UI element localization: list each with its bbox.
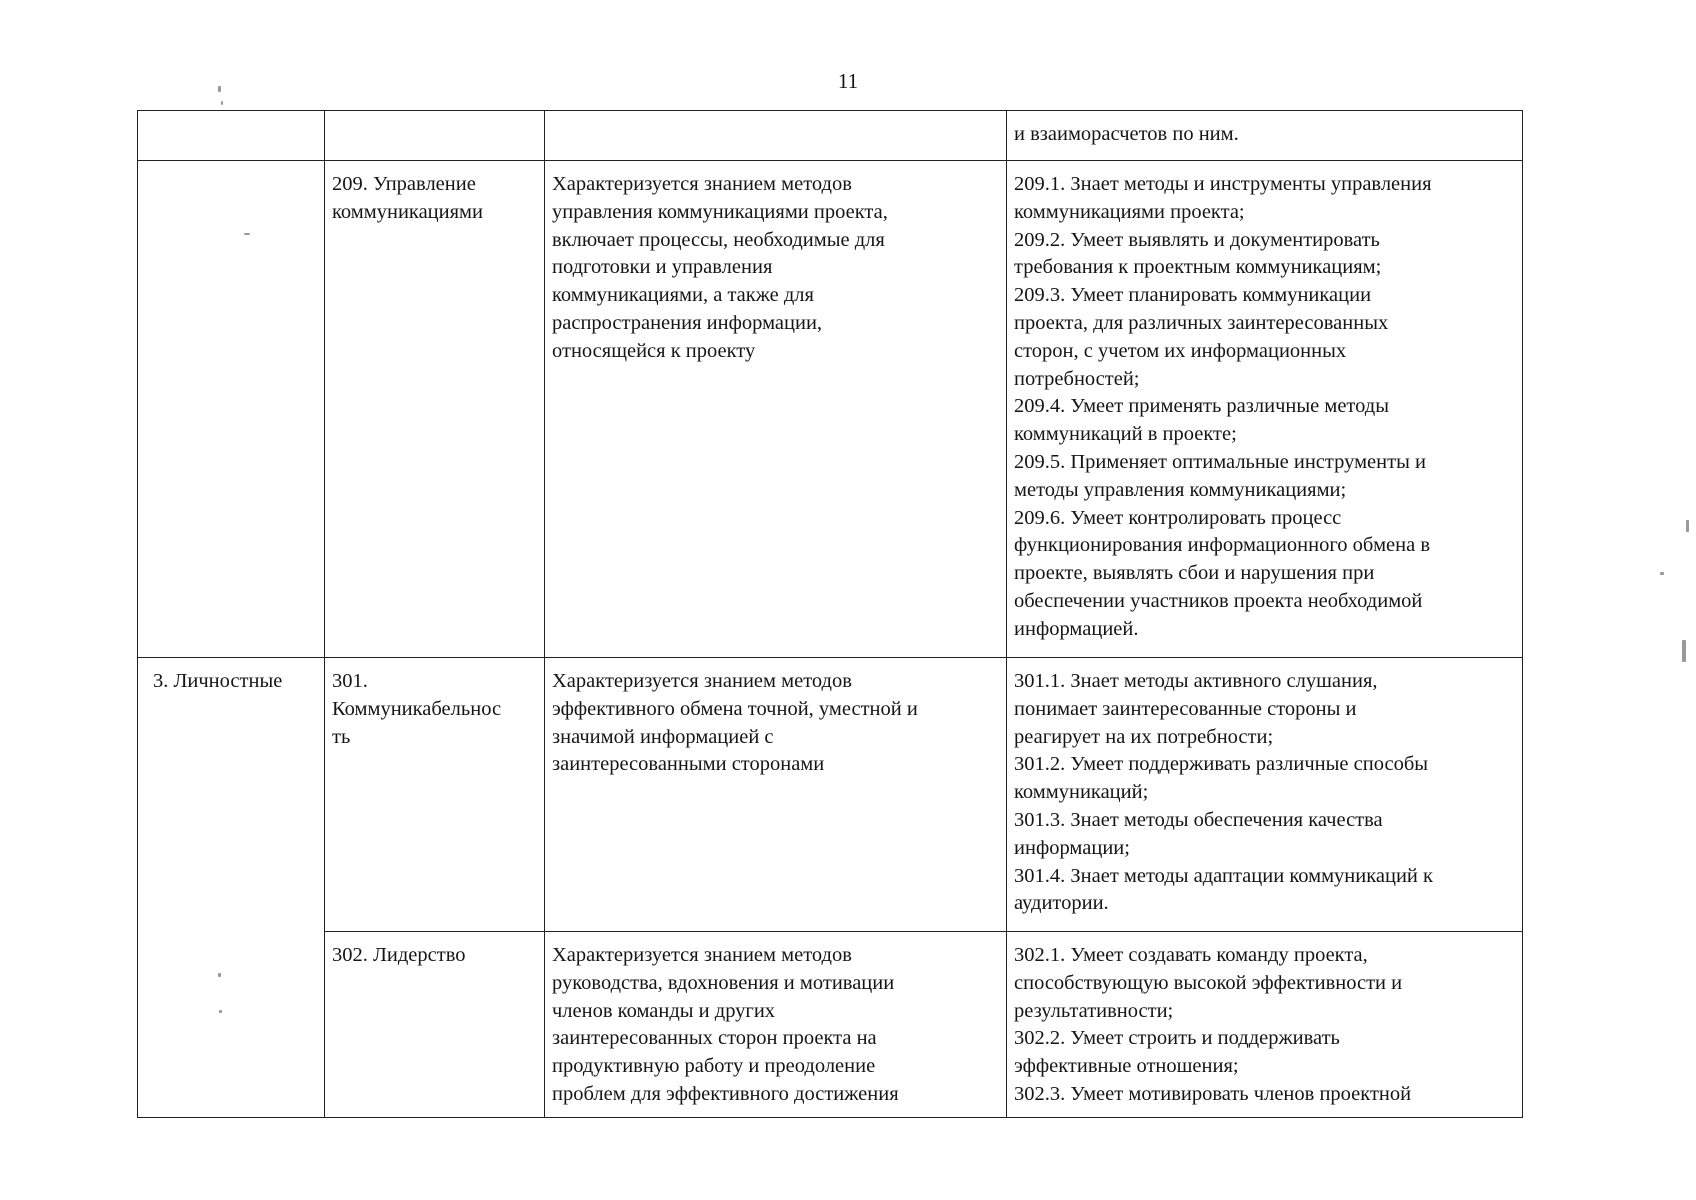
indicator-line: обеспечении участников проекта необходимой bbox=[1014, 589, 1423, 612]
competency-line: 302. Лидерство bbox=[332, 944, 466, 966]
group-cell bbox=[138, 658, 325, 1118]
table-row bbox=[138, 161, 1523, 658]
competency-cell bbox=[325, 932, 545, 1118]
indicator-line: 209.5. Применяет оптимальные инструменты и bbox=[1014, 450, 1426, 473]
group-label: 3. Личностные bbox=[153, 670, 283, 692]
indicator-line: 301.3. Знает методы обеспечения качества bbox=[1014, 808, 1383, 831]
description-line: эффективного обмена точной, уместной и bbox=[552, 697, 918, 720]
description-line: значимой информацией с bbox=[552, 725, 774, 748]
competency-line: Коммуникабельнос bbox=[332, 697, 502, 720]
indicators-cell bbox=[1007, 161, 1523, 658]
description-line: включает процессы, необходимые для bbox=[552, 228, 885, 251]
description-cell bbox=[545, 932, 1007, 1118]
competency-cell bbox=[325, 111, 545, 161]
indicator-line: 302.2. Умеет строить и поддерживать bbox=[1014, 1027, 1340, 1050]
indicator-line: функционирования информационного обмена в bbox=[1014, 534, 1431, 557]
indicator-line: коммуникаций в проекте; bbox=[1014, 423, 1237, 446]
scan-speck bbox=[219, 1010, 222, 1013]
indicators-cell bbox=[1007, 111, 1523, 161]
competency-line: 301. bbox=[332, 670, 368, 692]
indicator-line: коммуникациями проекта; bbox=[1014, 200, 1245, 223]
description-cell bbox=[545, 161, 1007, 658]
indicator-line: требования к проектным коммуникациям; bbox=[1014, 256, 1382, 279]
indicator-line: 301.1. Знает методы активного слушания, bbox=[1014, 670, 1378, 692]
indicator-line: 209.2. Умеет выявлять и документировать bbox=[1014, 228, 1380, 251]
description-line: коммуникациями, а также для bbox=[552, 284, 814, 307]
competency-line: коммуникациями bbox=[332, 200, 483, 223]
indicator-line: 209.3. Умеет планировать коммуникации bbox=[1014, 284, 1372, 307]
indicator-line: коммуникаций; bbox=[1014, 781, 1149, 804]
page-number: 11 bbox=[837, 69, 859, 93]
indicators-cell bbox=[1007, 658, 1523, 932]
indicator-line: 209.1. Знает методы и инструменты управления bbox=[1014, 173, 1432, 195]
description-line: подготовки и управления bbox=[552, 256, 773, 279]
description-line: распространения информации, bbox=[552, 311, 823, 334]
scan-speck bbox=[244, 233, 250, 235]
indicator-line: понимает заинтересованные стороны и bbox=[1014, 697, 1357, 720]
indicator-line: эффективные отношения; bbox=[1014, 1055, 1239, 1078]
indicator-line: потребностей; bbox=[1014, 367, 1140, 390]
indicator-line: 302.1. Умеет создавать команду проекта, bbox=[1014, 944, 1368, 966]
indicator-line: методы управления коммуникациями; bbox=[1014, 478, 1347, 501]
indicator-line: 301.2. Умеет поддерживать различные способы bbox=[1014, 753, 1429, 776]
description-line: продуктивную работу и преодоление bbox=[552, 1055, 876, 1078]
table-row bbox=[138, 658, 1523, 932]
description-line: относящейся к проекту bbox=[552, 339, 756, 362]
scan-speck bbox=[218, 973, 221, 977]
description-line: проблем для эффективного достижения bbox=[552, 1082, 899, 1105]
indicator-line: информации; bbox=[1014, 836, 1130, 859]
table-row bbox=[138, 932, 1523, 1118]
group-cell bbox=[138, 161, 325, 658]
indicator-line: 302.3. Умеет мотивировать членов проектной bbox=[1014, 1082, 1412, 1105]
scan-speck bbox=[1660, 572, 1664, 575]
competency-cell bbox=[325, 161, 545, 658]
table-row bbox=[138, 111, 1523, 161]
description-line: руководства, вдохновения и мотивации bbox=[552, 971, 895, 994]
description-line: заинтересованных сторон проекта на bbox=[552, 1027, 877, 1050]
indicator-line: аудитории. bbox=[1014, 892, 1109, 915]
indicator-line: результативности; bbox=[1014, 999, 1174, 1022]
competency-line: ть bbox=[332, 725, 351, 748]
indicators-cell bbox=[1007, 932, 1523, 1118]
competency-line: 209. Управление bbox=[332, 173, 476, 195]
competency-cell bbox=[325, 658, 545, 932]
description-cell bbox=[545, 111, 1007, 161]
indicator-line: проекта, для различных заинтересованных bbox=[1014, 311, 1389, 334]
indicator-line: сторон, с учетом их информационных bbox=[1014, 339, 1347, 362]
description-cell bbox=[545, 658, 1007, 932]
indicator-line: 209.6. Умеет контролировать процесс bbox=[1014, 506, 1342, 529]
description-line: заинтересованными сторонами bbox=[552, 753, 825, 776]
description-line: Характеризуется знанием методов bbox=[552, 944, 852, 966]
description-line: Характеризуется знанием методов bbox=[552, 173, 852, 195]
scan-speck bbox=[1682, 640, 1686, 662]
indicator-line: 301.4. Знает методы адаптации коммуникаций к bbox=[1014, 864, 1433, 887]
competency-table bbox=[137, 110, 1523, 1118]
indicator-line: реагирует на их потребности; bbox=[1014, 725, 1274, 748]
scan-speck bbox=[221, 101, 223, 105]
description-line: Характеризуется знанием методов bbox=[552, 670, 852, 692]
indicator-line: проекте, выявлять сбои и нарушения при bbox=[1014, 562, 1375, 585]
indicator-line: информацией. bbox=[1014, 617, 1139, 640]
indicator-line: и взаиморасчетов по ним. bbox=[1014, 123, 1239, 145]
scan-speck bbox=[1686, 520, 1689, 532]
description-line: членов команды и других bbox=[552, 999, 776, 1022]
scan-speck bbox=[218, 86, 221, 92]
description-line: управления коммуникациями проекта, bbox=[552, 200, 888, 223]
indicator-line: способствующую высокой эффективности и bbox=[1014, 971, 1403, 994]
indicator-line: 209.4. Умеет применять различные методы bbox=[1014, 395, 1389, 418]
group-cell bbox=[138, 111, 325, 161]
